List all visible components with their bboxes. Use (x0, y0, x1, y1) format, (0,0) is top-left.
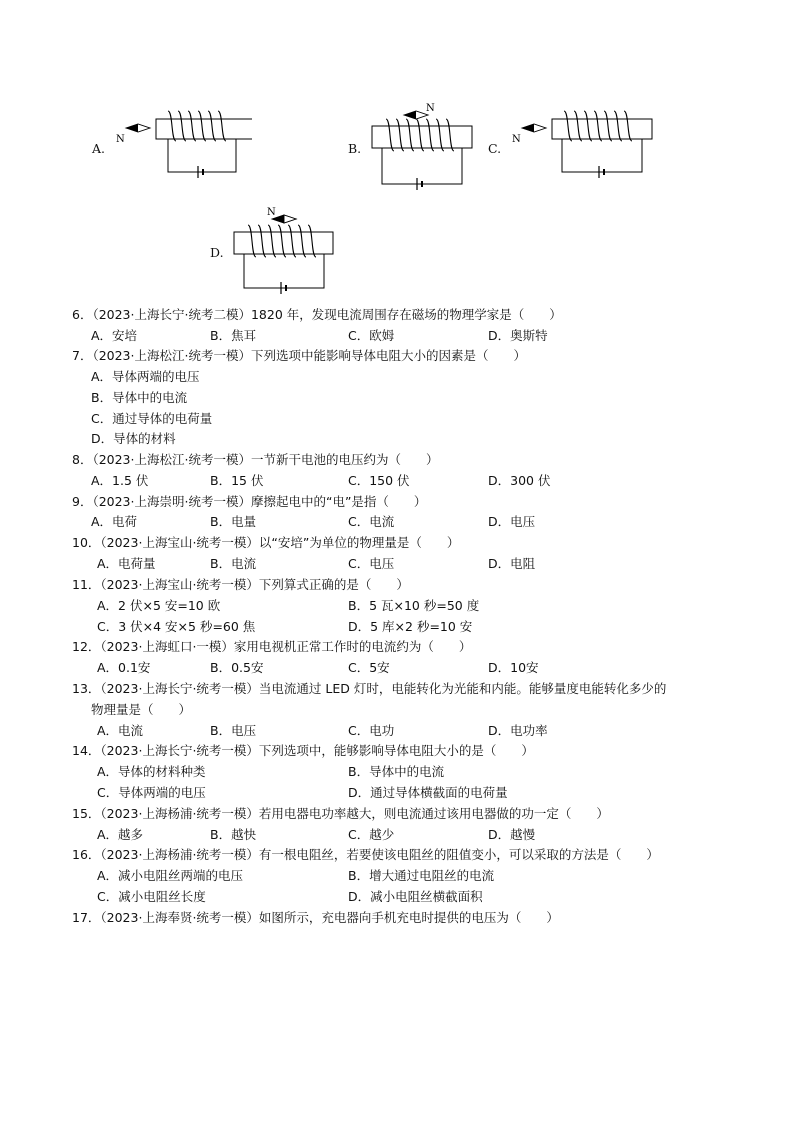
question-9-option-a: A．电荷 (91, 514, 138, 529)
question-6-option-a: A．安培 (91, 328, 138, 343)
question-7-option-a: A．导体两端的电压 (91, 369, 200, 384)
question-10-option-b: B．电流 (210, 556, 257, 571)
question-15-option-c: C．越少 (348, 827, 395, 842)
question-8-option-d: D．300 伏 (488, 473, 551, 488)
question-9-option-c: C．电流 (348, 514, 395, 529)
question-6-option-c: C．欧姆 (348, 328, 395, 343)
question-12-option-c: C．5安 (348, 660, 390, 675)
question-11-stem: 11．（2023·上海宝山·统考一模）下列算式正确的是（ ） (72, 577, 409, 592)
question-15-option-b: B．越快 (210, 827, 257, 842)
question-15-option-a: A．越多 (97, 827, 144, 842)
question-13-stem-continued: 物理量是（ ） (91, 702, 192, 717)
question-16-option-d: D．减小电阻丝横截面积 (348, 889, 483, 904)
solenoid-diagram-a (112, 108, 252, 180)
question-10-option-d: D．电阻 (488, 556, 536, 571)
question-7-option-d: D．导体的材料 (91, 431, 176, 446)
question-14-option-a: A．导体的材料种类 (97, 764, 206, 779)
question-11-option-a: A．2 伏×5 安=10 欧 (97, 598, 221, 613)
question-12-stem: 12．（2023·上海虹口·一模）家用电视机正常工作时的电流约为（ ） (72, 639, 472, 654)
solenoid-diagram-b (370, 100, 480, 190)
question-13-option-a: A．电流 (97, 723, 144, 738)
question-15-stem: 15．（2023·上海杨浦·统考一模）若用电器电功率越大，则电流通过该用电器做的功一定（ ） (72, 806, 609, 821)
question-13-stem: 13．（2023·上海长宁·统考一模）当电流通过 LED 灯时，电能转化为光能和内能。能够量度电能转化多少的 (72, 681, 667, 696)
question-14-stem: 14．（2023·上海长宁·统考一模）下列选项中，能够影响导体电阻大小的是（ ） (72, 743, 534, 758)
question-8-option-a: A．1.5 伏 (91, 473, 149, 488)
solenoid-diagram-c (510, 108, 655, 180)
question-13-option-c: C．电功 (348, 723, 395, 738)
question-16-option-a: A．减小电阻丝两端的电压 (97, 868, 244, 883)
question-12-option-a: A．0.1安 (97, 660, 151, 675)
question-16-option-b: B．增大通过电阻丝的电流 (348, 868, 495, 883)
figure-option-b-label: B. (348, 141, 362, 156)
question-9-option-b: B．电量 (210, 514, 257, 529)
question-7-stem: 7．（2023·上海松江·统考一模）下列选项中能影响导体电阻大小的因素是（ ） (72, 348, 526, 363)
question-8-option-c: C．150 伏 (348, 473, 410, 488)
question-10-stem: 10．（2023·上海宝山·统考一模）以“安培”为单位的物理量是（ ） (72, 535, 460, 550)
question-9-option-d: D．电压 (488, 514, 536, 529)
question-8-stem: 8．（2023·上海松江·统考一模）一节新干电池的电压约为（ ） (72, 452, 439, 467)
question-11-option-c: C．3 伏×4 安×5 秒=60 焦 (97, 619, 256, 634)
question-6-option-b: B．焦耳 (210, 328, 257, 343)
question-11-option-b: B．5 瓦×10 秒=50 度 (348, 598, 480, 613)
question-15-option-d: D．越慢 (488, 827, 536, 842)
question-14-option-d: D．通过导体横截面的电荷量 (348, 785, 508, 800)
figure-option-d-label: D. (210, 245, 224, 260)
figure-option-a-label: A. (92, 141, 106, 156)
question-9-stem: 9．（2023·上海崇明·统考一模）摩擦起电中的“电”是指（ ） (72, 494, 427, 509)
question-7-option-c: C．通过导体的电荷量 (91, 411, 213, 426)
question-17-stem: 17．（2023·上海奉贤·统考一模）如图所示，充电器向手机充电时提供的电压为（ ） (72, 910, 559, 925)
compass-north-label-b: N (426, 103, 435, 114)
question-6-stem: 6．（2023·上海长宁·统考二模）1820 年，发现电流周围存在磁场的物理学家是（ ） (72, 307, 562, 322)
compass-north-label-c: N (512, 134, 521, 145)
question-8-option-b: B．15 伏 (210, 473, 264, 488)
question-10-option-c: C．电压 (348, 556, 395, 571)
question-14-option-b: B．导体中的电流 (348, 764, 445, 779)
question-6-option-d: D．奥斯特 (488, 328, 548, 343)
question-13-option-d: D．电功率 (488, 723, 548, 738)
figure-option-c-label: C. (488, 141, 502, 156)
compass-north-label-d: N (267, 207, 276, 218)
question-11-option-d: D．5 库×2 秒=10 安 (348, 619, 473, 634)
question-7-option-b: B．导体中的电流 (91, 390, 188, 405)
question-14-option-c: C．导体两端的电压 (97, 785, 206, 800)
question-16-option-c: C．减小电阻丝长度 (97, 889, 206, 904)
question-12-option-b: B．0.5安 (210, 660, 264, 675)
question-16-stem: 16．（2023·上海杨浦·统考一模）有一根电阻丝，若要使该电阻丝的阻值变小，可以采取的方法是（ ） (72, 847, 659, 862)
question-12-option-d: D．10安 (488, 660, 539, 675)
compass-north-label-a: N (116, 134, 125, 145)
solenoid-diagram-d (232, 202, 337, 298)
question-10-option-a: A．电荷量 (97, 556, 156, 571)
question-13-option-b: B．电压 (210, 723, 257, 738)
